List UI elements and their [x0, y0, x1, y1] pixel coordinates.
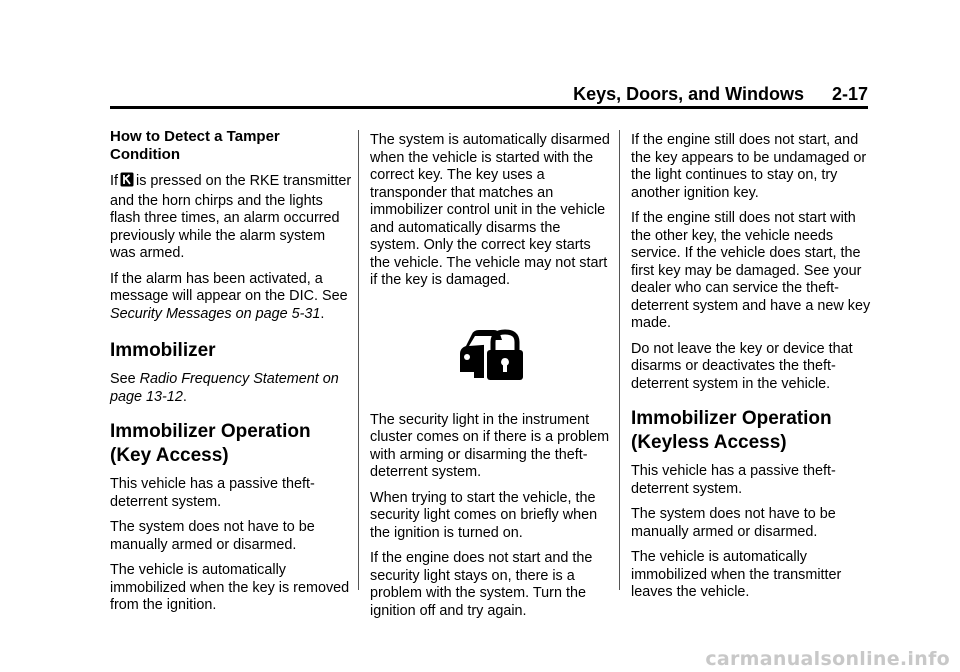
column-3 [631, 132, 873, 610]
paragraph: Do not leave the key or device that disarms or deactivates the theft-deterrent system in the vehicle. [631, 340, 853, 392]
paragraph: The system is automatically disarmed when the vehicle is started with the correct key. The key uses a transponder that matches an immobilizer control unit in the vehicle and automatically disarms the system. Only the correct key starts the vehicle. The vehicle may not start if the key is damaged. [370, 132, 610, 288]
paragraph: This vehicle has a passive theft-deterrent system. [631, 463, 836, 497]
paragraph: When trying to start the vehicle, the security light comes on briefly when the ignition is turned on. [370, 489, 598, 541]
paragraph: The vehicle is automatically immobilized when the transmitter leaves the vehicle. [631, 549, 842, 600]
paragraph: If the engine still does not start, and the key appears to be undamaged or the light continues to stay on, try another ignition key. [631, 132, 867, 201]
paragraph: The system does not have to be manually armed or disarmed. [110, 519, 315, 553]
column-1 [110, 128, 352, 623]
paragraph-alarm [110, 271, 352, 324]
text-period: . [320, 305, 325, 322]
paragraph: The vehicle is automatically immobilized when the key is removed from the ignition. [110, 562, 350, 613]
watermark: carmanualsonline.info [705, 648, 950, 670]
xref-radio-frequency[interactable]: Radio Frequency Statement on page 13-12 [110, 371, 339, 405]
header-rule [110, 106, 868, 109]
heading-key-access: Immobilizer Operation (Key Access) [110, 421, 311, 466]
text-see: See [110, 371, 136, 387]
page-header [110, 84, 868, 104]
text-if: If [110, 173, 118, 189]
paragraph: This vehicle has a passive theft-deterrent system. [110, 476, 315, 510]
text-period: . [182, 388, 187, 405]
text-tamper-desc: is pressed on the RKE transmitter and the horn chirps and the lights flash three times, an alarm occurred previously while the alarm system was armed. [110, 173, 352, 261]
security-light-figure [370, 326, 612, 382]
paragraph: If the engine does not start and the security light stays on, there is a problem with the system. Turn the ignition off and try again. [370, 550, 593, 619]
page-number: 2-17 [831, 84, 868, 104]
heading-keyless-access: Immobilizer Operation (Keyless Access) [631, 408, 832, 453]
column-divider-2 [619, 130, 620, 590]
text-alarm: If the alarm has been activated, a message will appear on the DIC. See [110, 270, 348, 304]
security-lock-car-icon [458, 326, 524, 382]
xref-security-messages[interactable]: Security Messages on page 5-31 [110, 305, 321, 322]
paragraph: If the engine still does not start with the other key, the vehicle needs service. If the vehicle does start, the first key may be damaged. See your dealer who can service the theft-deterrent system and have a new key made. [631, 210, 871, 331]
paragraph: The system does not have to be manually armed or disarmed. [631, 506, 836, 540]
column-2 [370, 132, 612, 628]
paragraph-tamper [110, 172, 352, 263]
section-title: Keys, Doors, and Windows [573, 84, 804, 104]
remote-start-icon [120, 172, 134, 193]
paragraph-see-radio [110, 371, 352, 406]
heading-tamper: How to Detect a Tamper Condition [110, 128, 280, 163]
column-divider-1 [358, 130, 359, 590]
heading-immobilizer: Immobilizer [110, 340, 216, 361]
paragraph: The security light in the instrument cluster comes on if there is a problem with arming or disarming the theft-deterrent system. [370, 411, 610, 480]
